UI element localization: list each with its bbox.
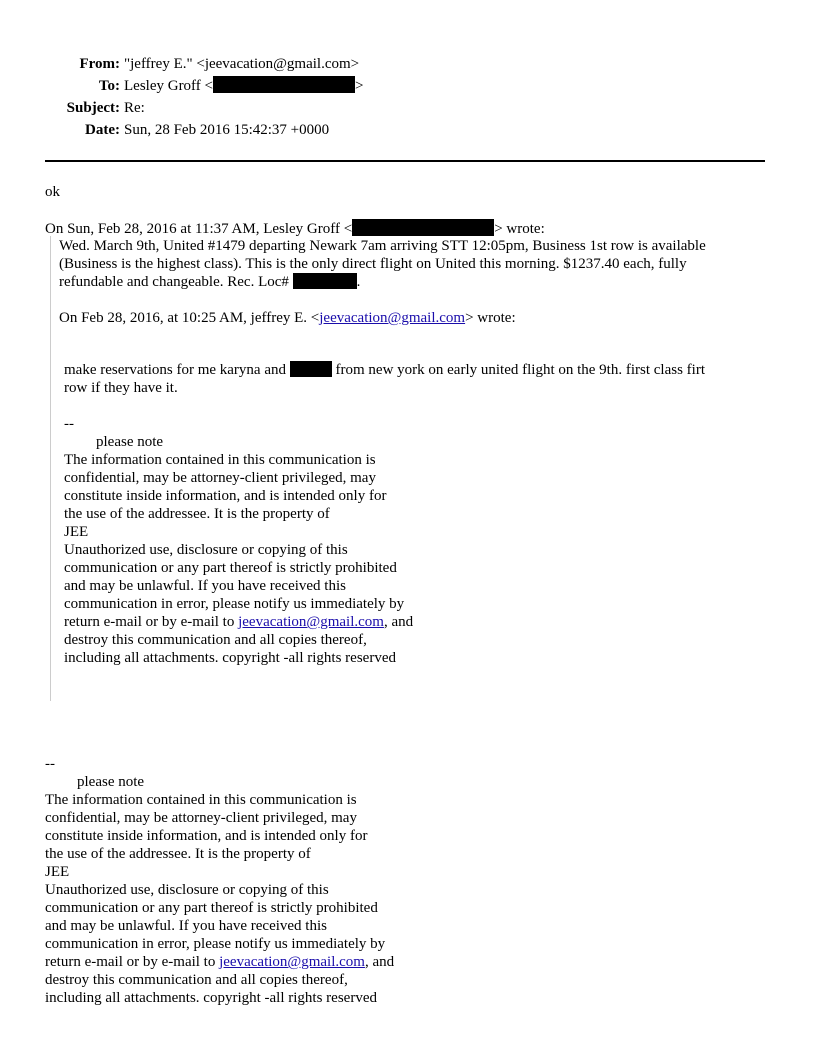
inner-intro-prefix: On Feb 28, 2016, at 10:25 AM, jeffrey E. < bbox=[59, 310, 320, 326]
sig-line: destroy this communication and all copies thereof, bbox=[45, 972, 348, 988]
sig-line: The information contained in this communication is bbox=[64, 452, 376, 468]
sig-line: JEE bbox=[64, 524, 89, 540]
lesley-line: (Business is the highest class). This is the only direct flight on United this morning. $1237.40 each, fully bbox=[59, 256, 687, 272]
lesley-message bbox=[59, 237, 706, 291]
sig-line: the use of the addressee. It is the property of bbox=[45, 846, 311, 862]
sig-line: communication or any part thereof is strictly prohibited bbox=[45, 900, 378, 916]
quote-intro-suffix: > wrote: bbox=[494, 221, 545, 237]
date-value: Sun, 28 Feb 2016 15:42:37 +0000 bbox=[124, 122, 330, 138]
email-header bbox=[46, 53, 363, 141]
to-label: To: bbox=[98, 78, 120, 94]
sig-line: and may be unlawful. If you have received this bbox=[64, 578, 346, 594]
sig-line: communication in error, please notify us immediately by bbox=[45, 936, 386, 952]
jeffrey-line-text: from new york on early united flight on the 9th. first class firt bbox=[331, 362, 705, 378]
sig-line: constitute inside information, and is intended only for bbox=[45, 828, 368, 844]
redaction-box bbox=[293, 273, 357, 289]
jeffrey-line bbox=[64, 361, 705, 379]
reply-text: ok bbox=[45, 184, 60, 200]
sig-line-text: , and bbox=[383, 614, 414, 630]
inner-intro-suffix: > wrote: bbox=[465, 310, 516, 326]
sig-please-note: please note bbox=[77, 774, 145, 790]
quoted-message bbox=[50, 236, 766, 701]
sig-line: confidential, may be attorney-client privileged, may bbox=[64, 470, 376, 486]
sig-line: the use of the addressee. It is the property of bbox=[64, 506, 330, 522]
sig-line: constitute inside information, and is intended only for bbox=[64, 488, 387, 504]
sig-line: communication in error, please notify us immediately by bbox=[64, 596, 405, 612]
sig-line: communication or any part thereof is strictly prohibited bbox=[64, 560, 397, 576]
email-link[interactable]: jeevacation@gmail.com bbox=[219, 954, 365, 970]
sig-email-line bbox=[64, 613, 413, 631]
sig-line: Unauthorized use, disclosure or copying of this bbox=[64, 542, 348, 558]
date-label: Date: bbox=[85, 122, 120, 138]
quote-intro-prefix: On Sun, Feb 28, 2016 at 11:37 AM, Lesley Groff < bbox=[45, 221, 353, 237]
sig-dash: -- bbox=[64, 416, 74, 432]
lesley-line: Wed. March 9th, United #1479 departing Newark 7am arriving STT 12:05pm, Business 1st row is available bbox=[59, 238, 706, 254]
from-value: "jeffrey E." <jeevacation@gmail.com> bbox=[124, 56, 360, 72]
jeffrey-line-text: make reservations for me karyna and bbox=[64, 362, 290, 378]
date-row bbox=[46, 119, 363, 141]
lesley-line bbox=[59, 273, 706, 291]
to-prefix: Lesley Groff < bbox=[124, 78, 213, 94]
subject-value: Re: bbox=[124, 100, 145, 116]
redaction-box bbox=[352, 219, 494, 236]
outer-signature bbox=[45, 755, 394, 1007]
inner-quote-intro bbox=[59, 309, 516, 327]
redaction-box bbox=[290, 361, 332, 377]
sig-line-text: return e-mail or by e-mail to bbox=[45, 954, 220, 970]
sig-please-note: please note bbox=[96, 434, 164, 450]
from-label: From: bbox=[79, 56, 120, 72]
sig-line: confidential, may be attorney-client privileged, may bbox=[45, 810, 357, 826]
sig-line-text: return e-mail or by e-mail to bbox=[64, 614, 239, 630]
from-row bbox=[46, 53, 363, 75]
to-row bbox=[46, 75, 363, 97]
redaction-box bbox=[213, 76, 355, 93]
inner-signature bbox=[64, 415, 413, 667]
subject-row bbox=[46, 97, 363, 119]
lesley-line-text: . bbox=[356, 274, 361, 290]
sig-line: including all attachments. copyright -all rights reserved bbox=[45, 990, 377, 1006]
sig-line: destroy this communication and all copies thereof, bbox=[64, 632, 367, 648]
sig-email-line bbox=[45, 953, 394, 971]
jeffrey-message bbox=[64, 361, 705, 397]
jeffrey-line: row if they have it. bbox=[64, 380, 178, 396]
to-suffix: > bbox=[355, 78, 364, 94]
email-link[interactable]: jeevacation@gmail.com bbox=[319, 310, 466, 326]
sig-dash: -- bbox=[45, 756, 55, 772]
subject-label: Subject: bbox=[66, 100, 120, 116]
email-link[interactable]: jeevacation@gmail.com bbox=[238, 614, 384, 630]
sig-line: Unauthorized use, disclosure or copying of this bbox=[45, 882, 329, 898]
sig-line: JEE bbox=[45, 864, 70, 880]
header-divider bbox=[45, 160, 765, 162]
sig-line: The information contained in this communication is bbox=[45, 792, 357, 808]
sig-line-text: , and bbox=[364, 954, 395, 970]
sig-line: and may be unlawful. If you have received this bbox=[45, 918, 327, 934]
sig-line: including all attachments. copyright -all rights reserved bbox=[64, 650, 396, 666]
lesley-line-text: refundable and changeable. Rec. Loc# bbox=[59, 274, 293, 290]
